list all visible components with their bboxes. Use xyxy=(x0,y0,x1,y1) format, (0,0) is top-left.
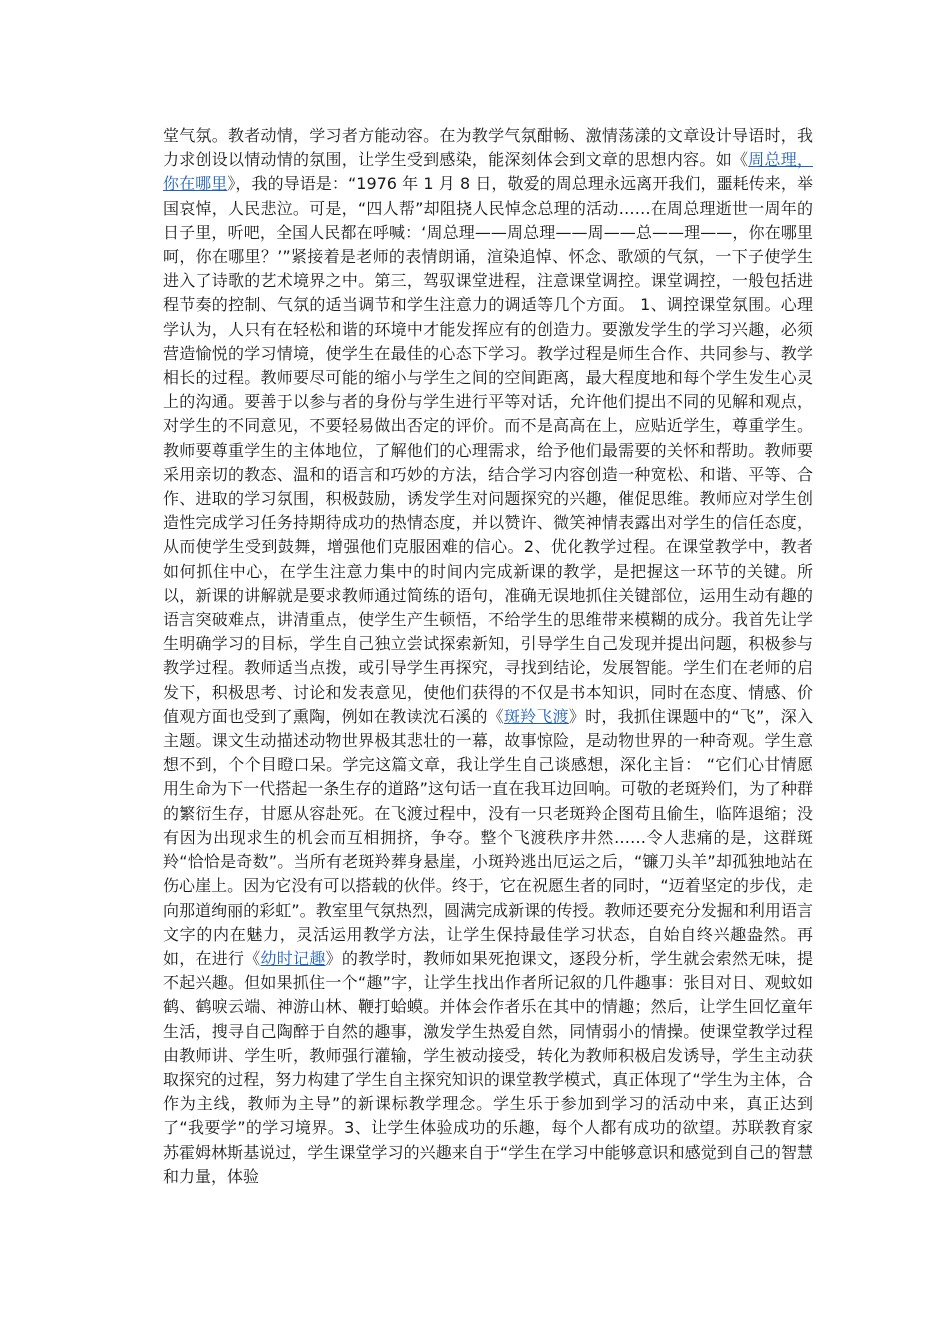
text-segment-2: 》，我的导语是：“1976 年 1 月 8 日，敬爱的周总理永远离开我们，噩耗传来，举国哀悼，人民悲泣。可是，“四人帮”却阻挠人民悼念总理的活动……在周总理逝世一周年的日子里，听吧，全国人民都在呼喊：‘周总理——周总理——周——总——理——，你在哪里呵，你在哪里？’”紧接着是老师的表情朗诵，渲染追悼、怀念、歌颂的气氛，一下子使学生进入了诗歌的艺术境界之中。第三，驾驭课堂进程，注意课堂调控。课堂调控，一般包括进程节奏的控制、气氛的适当调节和学生注意力的调适等几个方面。 1、调控课堂氛围。心理学认为，人只有在轻松和谐的环境中才能发挥应有的创造力。要激发学生的学习兴趣，必须营造愉悦的学习情境，使学生在最佳的心态下学习。教学过程是师生合作、共同参与、教学相长的过程。教师要尽可能的缩小与学生之间的空间距离，最大程度地和每个学生发生心灵上的沟通。要善于以参与者的身份与学生进行平等对话，允许他们提出不同的见解和观点，对学生的不同意见，不要轻易做出否定的评价。而不是高高在上，应贴近学生，尊重学生。教师要尊重学生的主体地位，了解他们的心理需求，给予他们最需要的关怀和帮助。教师要采用亲切的教态、温和的语言和巧妙的方法，结合学习内容创造一种宽松、和谐、平等、合作、进取的学习氛围，积极鼓励，诱发学生对问题探究的兴趣，催促思维。教师应对学生创造性完成学习任务持期待成功的热情态度，并以赞许、微笑神情表露出对学生的信任态度，从而使学生受到鼓舞，增强他们克服困难的信心。2、优化教学过程。在课堂教学中，教者如何抓住中心，在学生注意力集中的时间内完成新课的教学，是把握这一环节的关键。所以，新课的讲解就是要求教师通过简练的语句，准确无误地抓住关键部位，运用生动有趣的语言突破难点，讲清重点，使学生产生顿悟，不给学生的思维带来模糊的成分。我首先让学生明确学习的目标，学生自己独立尝试探索新知，引导学生自己发现并提出问题，积极参与教学过程。教师适当点拨，或引导学生再探究，寻找到结论，发展智能。学生们在老师的启发下，积极思考、讨论和发表意见，使他们获得的不仅是书本知识，同时在态度、情感、价值观方面也受到了熏陶，例如在教读沈石溪的《 xyxy=(163,174,813,726)
link-zhou-zongli[interactable]: 周总理，你在哪里 xyxy=(163,150,813,194)
text-segment-1: 堂气氛。教者动情，学习者方能动容。在为教学气氛酣畅、激情荡漾的文章设计导语时，我力求创设以情动情的氛围，让学生受到感染，能深刻体会到文章的思想内容。如《 xyxy=(163,126,813,170)
article-body xyxy=(163,124,813,1189)
article-paragraph xyxy=(163,124,813,1189)
link-banling-feidu[interactable]: 斑羚飞渡 xyxy=(503,706,569,726)
link-youshi-jiqu[interactable]: 幼时记趣 xyxy=(260,948,326,968)
text-segment-3: 》时，我抓住课题中的“飞”，深入主题。课文生动描述动物世界极其悲壮的一幕，故事惊险，是动物世界的一种奇观。学生意想不到，个个目瞪口呆。学完这篇文章，我让学生自己谈感想，深化主旨： “它们心甘情愿用生命为下一代搭起一条生存的道路”这句话一直在我耳边回响。可敬的老斑羚们，为了种群的繁衍生存，甘愿从容赴死。在飞渡过程中，没有一只老斑羚企图苟且偷生，临阵退缩；没有因为出现求生的机会而互相拥挤，争夺。整个飞渡秩序井然……令人悲痛的是，这群斑羚“恰恰是奇数”。当所有老斑羚葬身悬崖，小斑羚逃出厄运之后，“镰刀头羊”却孤独地站在伤心崖上。因为它没有可以搭载的伙伴。终于，它在祝愿生者的同时，“迈着坚定的步伐，走向那道绚丽的彩虹”。教室里气氛热烈，圆满完成新课的传授。教师还要充分发掘和利用语言文字的内在魅力，灵活运用教学方法，让学生保持最佳学习状态，自始自终兴趣盎然。再如，在进行《 xyxy=(163,706,813,968)
text-segment-4: 》的教学时，教师如果死抱课文，逐段分析，学生就会索然无味，提不起兴趣。但如果抓住一个“趣”字，让学生找出作者所记叙的几件趣事：张目对日、观蚊如鹤、鹤唳云端、神游山林、鞭打蛤蟆。并体会作者乐在其中的情趣；然后，让学生回忆童年生活，搜寻自己陶醉于自然的趣事，激发学生热爱自然，同情弱小的情操。使课堂教学过程由教师讲、学生听，教师强行灌输，学生被动接受，转化为教师积极启发诱导，学生主动获取探究的过程，努力构建了学生自主探究知识的课堂教学模式，真正体现了“学生为主体，合作为主线，教师为主导”的新课标教学理念。学生乐于参加到学习的活动中来，真正达到了“我要学”的学习境界。3、让学生体验成功的乐趣，每个人都有成功的欲望。苏联教育家苏霍姆林斯基说过，学生课堂学习的兴趣来自于“学生在学习中能够意识和感觉到自己的智慧和力量，体验 xyxy=(163,948,813,1186)
